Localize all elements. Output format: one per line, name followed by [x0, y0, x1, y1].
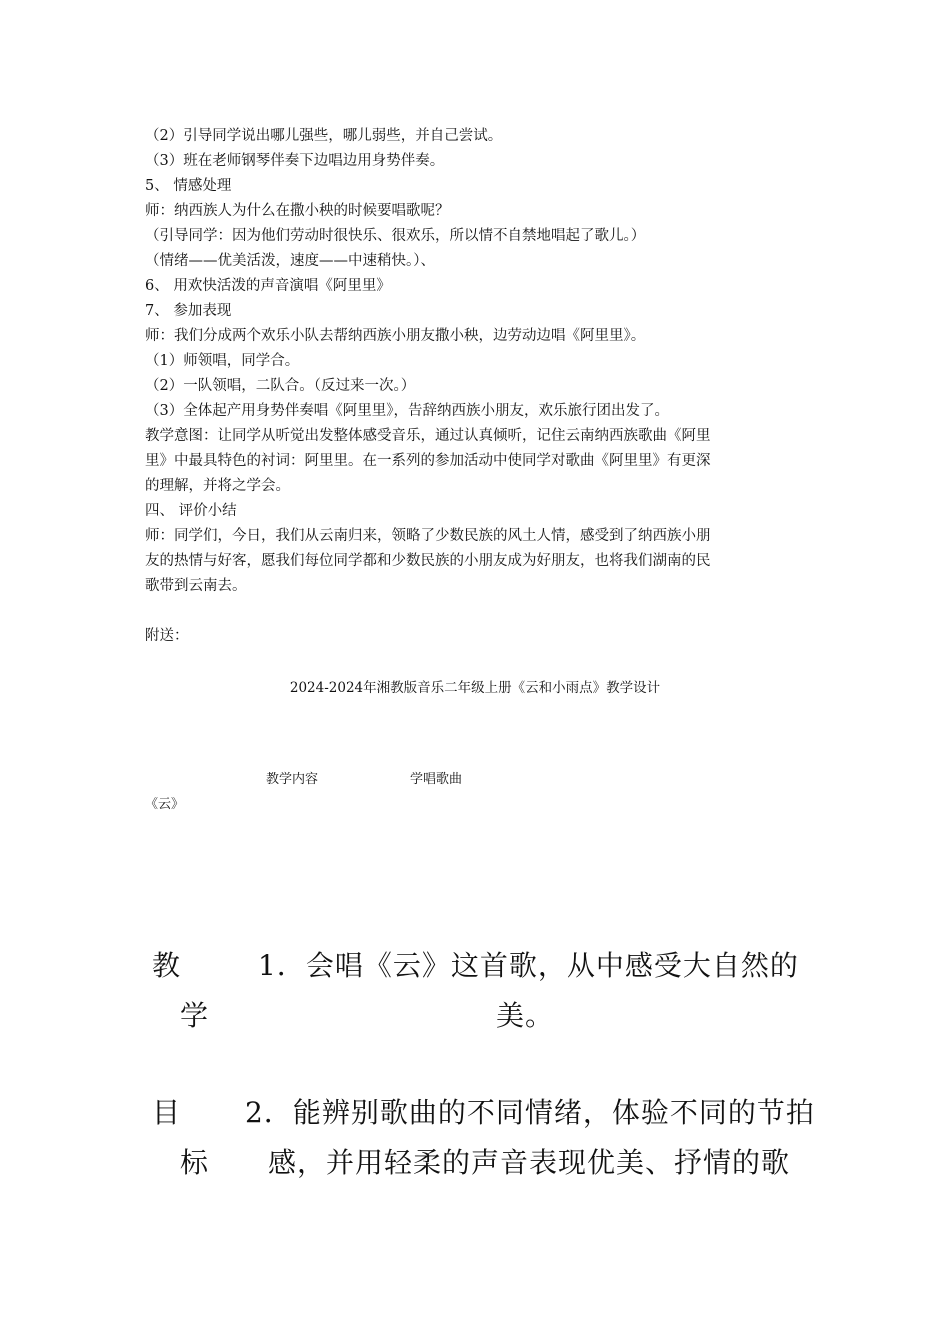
- goal-label-char: 标: [180, 1146, 210, 1179]
- appendix-label: 附送：: [145, 628, 189, 644]
- text-line: （1）师领唱，同学合。: [145, 353, 300, 369]
- text-line: （2）引导同学说出哪儿强些，哪儿弱些，并自己尝试。: [145, 128, 503, 144]
- goal-label-char: 目: [152, 1096, 182, 1129]
- goal-1-line-2: 美。: [496, 999, 555, 1032]
- text-line: （2）一队领唱，二队合。（反过来一次。）: [145, 378, 416, 394]
- goal-1-line-1: 1．会唱《云》这首歌，从中感受大自然的: [258, 949, 799, 982]
- text-line: （3）班在老师钢琴伴奏下边唱边用身势伴奏。: [145, 153, 445, 169]
- text-line: （情绪——优美活泼，速度——中速稍快。）、: [145, 253, 435, 269]
- text-line: 的理解，并将之学会。: [145, 478, 290, 494]
- text-line: 师：同学们，今日，我们从云南归来，领略了少数民族的风土人情，感受到了纳西族小朋: [145, 528, 711, 544]
- goal-2-line-2: 感，并用轻柔的声音表现优美、抒情的歌: [268, 1146, 791, 1179]
- goal-label-char: 学: [180, 999, 210, 1032]
- text-line: 师：纳西族人为什么在撒小秧的时候要唱歌呢？: [145, 203, 450, 219]
- text-line: 友的热情与好客，愿我们每位同学都和少数民族的小朋友成为好朋友，也将我们湖南的民: [145, 553, 711, 569]
- goal-label-char: 教: [152, 949, 182, 982]
- section-heading: 6、 用欢快活泼的声音演唱《阿里里》: [145, 278, 391, 294]
- text-line: 师：我们分成两个欢乐小队去帮纳西族小朋友撒小秧，边劳动边唱《阿里里》。: [145, 328, 646, 344]
- text-line: 里》中最具特色的衬词：阿里里。在一系列的参加活动中使同学对歌曲《阿里里》有更深: [145, 453, 711, 469]
- content-value: 学唱歌曲: [410, 772, 463, 787]
- section-heading: 5、 情感处理: [145, 178, 232, 194]
- section-heading: 四、 评价小结: [145, 503, 237, 519]
- content-value-cont: 《云》: [145, 797, 185, 812]
- content-label: 教学内容: [266, 772, 319, 787]
- text-line: （3）全体起产用身势伴奏唱《阿里里》，告辞纳西族小朋友，欢乐旅行团出发了。: [145, 403, 669, 419]
- document-title: 2024-2024年湘教版音乐二年级上册《云和小雨点》教学设计: [289, 680, 661, 696]
- text-line: （引导同学：因为他们劳动时很快乐、很欢乐，所以情不自禁地唱起了歌儿。）: [145, 228, 646, 244]
- goal-2-line-1: 2．能辨别歌曲的不同情绪，体验不同的节拍: [245, 1096, 815, 1129]
- section-heading: 7、 参加表现: [145, 303, 232, 319]
- text-line: 教学意图：让同学从听觉出发整体感受音乐，通过认真倾听，记住云南纳西族歌曲《阿里: [145, 428, 711, 444]
- text-line: 歌带到云南去。: [145, 578, 247, 594]
